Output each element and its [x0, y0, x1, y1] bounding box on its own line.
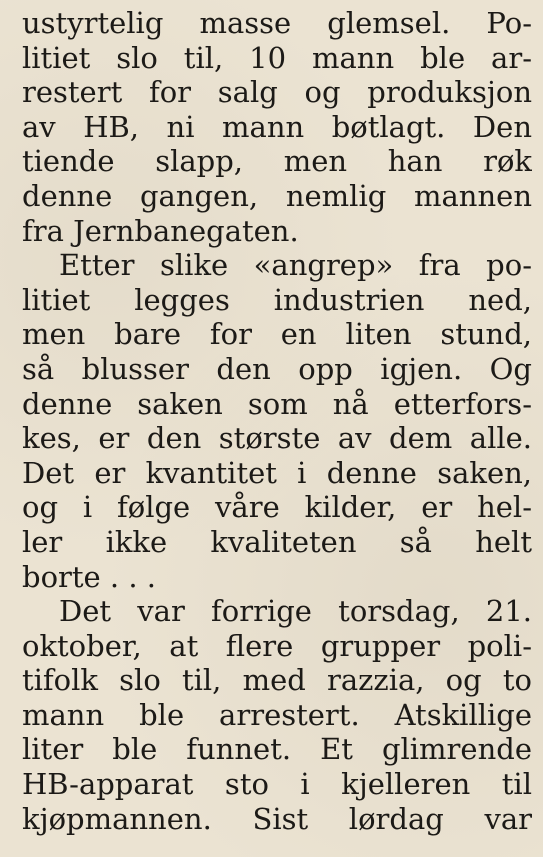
text-line: kjøpmannen. Sist lørdag var [22, 801, 532, 836]
text-line: fra Jernbanegaten. [22, 213, 299, 248]
text-line: HB-apparat sto i kjelleren til [22, 767, 532, 802]
text-line: ler ikke kvaliteten så helt [22, 524, 532, 559]
text-line: kes, er den største av dem alle. [22, 421, 532, 456]
text-line: så blusser den opp igjen. Og [22, 351, 532, 386]
paragraph-1 [22, 6, 532, 248]
text-line: Det er kvantitet i denne saken, [22, 455, 532, 490]
text-line: restert for salg og produksjon [22, 75, 532, 110]
paragraph-2 [22, 248, 532, 594]
paragraph-3 [22, 594, 532, 836]
text-line: liter ble funnet. Et glimrende [22, 732, 532, 767]
text-line: tifolk slo til, med razzia, og to [22, 663, 532, 698]
text-line: denne gangen, nemlig mannen [22, 178, 532, 213]
text-line: mann ble arrestert. Atskillige [22, 697, 532, 732]
article-column [22, 6, 532, 836]
text-line: av HB, ni mann bøtlagt. Den [22, 109, 532, 144]
text-line: Det var forrige torsdag, 21. [59, 594, 532, 629]
text-line: litiet legges industrien ned, [22, 282, 532, 317]
text-line: litiet slo til, 10 mann ble ar- [22, 40, 532, 75]
text-line: men bare for en liten stund, [22, 317, 532, 352]
text-line: borte . . . [22, 559, 157, 594]
text-line: Etter slike «angrep» fra po- [59, 248, 532, 283]
text-line: og i følge våre kilder, er hel- [22, 490, 532, 525]
text-line: denne saken som nå etterfors- [22, 386, 532, 421]
text-line: tiende slapp, men han røk [22, 144, 532, 179]
text-line: ustyrtelig masse glemsel. Po- [22, 6, 532, 40]
text-line: oktober, at flere grupper poli- [22, 628, 532, 663]
